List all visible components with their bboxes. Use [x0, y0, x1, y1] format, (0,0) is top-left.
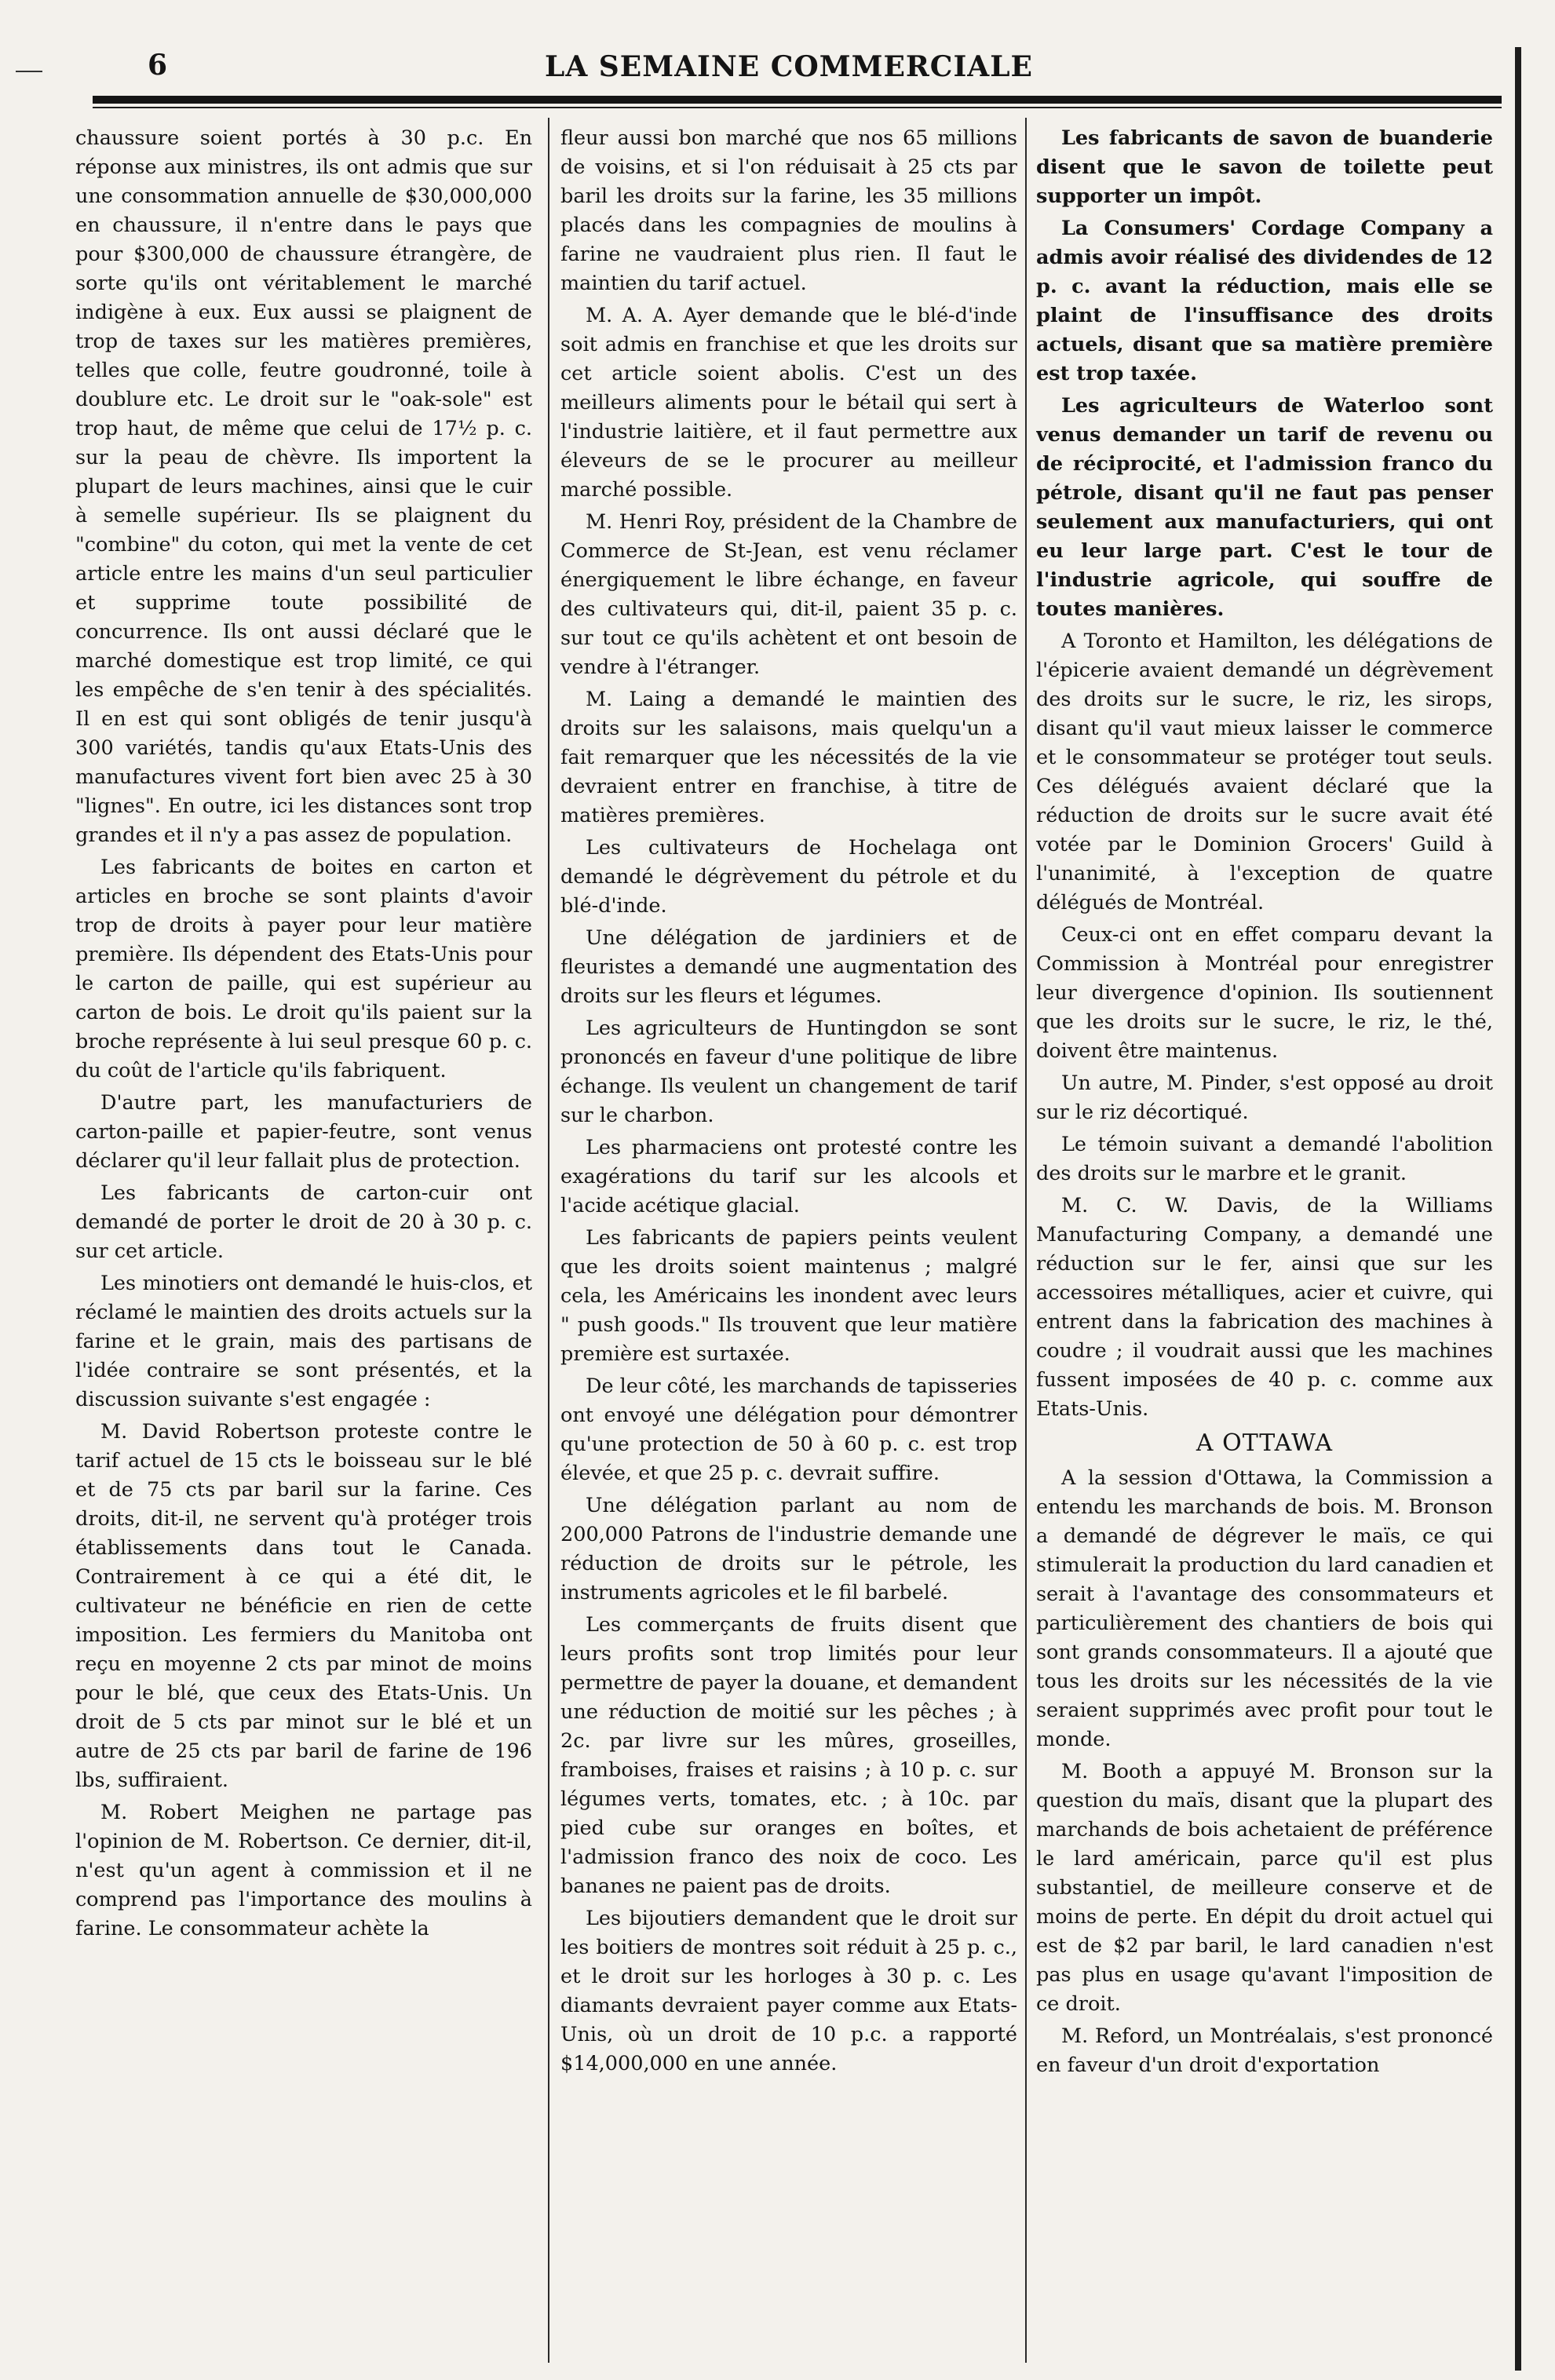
article-paragraph: D'autre part, les manufacturiers de carton-paille et papier-feutre, sont venus déclarer qu'il leur fallait plus de protection.	[75, 1091, 532, 1173]
article-paragraph: Les fabricants de savon de buanderie disent que le savon de toilette peut supporter un impôt.	[1036, 126, 1493, 208]
article-paragraph: chaussure soient portés à 30 p.c. En réponse aux ministres, ils ont admis que sur une consommation annuelle de $30,000,000 en chaussure, il n'entre dans le pays que pour $300,000 de chaussure étrangère, de sorte qu'ils ont véritablement le marché indigène à eux. Eux aussi se plaignent de trop de taxes sur les matières premières, telles que colle, feutre goudronné, toile à doublure etc. Le droit sur le "oak-sole" est trop haut, de même que celui de 17½ p. c. sur la peau de chèvre. Ils importent la plupart de leurs machines, ainsi que le cuir à semelle supérieur. Ils se plaignent du "combine" du coton, qui met la vente de cet article entre les mains d'un seul particulier et supprime toute possibilité de concurrence. Ils ont aussi déclaré que le marché domestique est trop limité, ce qui les empêche de s'en tenir à des spécialités. Il en est qui sont obligés de tenir jusqu'à 300 variétés, tandis qu'aux Etats-Unis des manufactures vivent fort bien avec 25 à 30 "lignes". En outre, ici les distances sont trop grandes et il n'y a pas assez de population.	[75, 126, 532, 847]
article-paragraph: A Toronto et Hamilton, les délégations de l'épicerie avaient demandé un dégrèvement des droits sur le sucre, le riz, les sirops, disant qu'il vaut mieux laisser le commerce et le consommateur se protéger tout seuls. Ces délégués avaient déclaré que la réduction de droits sur le sucre avait été votée par le Dominion Grocers' Guild à l'unanimité, à l'exception de quatre délégués de Montréal.	[1036, 630, 1493, 914]
article-paragraph: M. David Robertson proteste contre le tarif actuel de 15 cts le boisseau sur le blé et de 75 cts par baril sur la farine. Ces droits, dit-il, ne servent qu'à protéger trois établissements dans tout le Canada. Contrairement à ce qui a été dit, le cultivateur ne bénéficie en rien de cette imposition. Les fermiers du Manitoba ont reçu en moyenne 2 cts par minot de moins pour le blé, que ceux des Etats-Unis. Un droit de 5 cts par minot sur le blé et un autre de 25 cts par baril de farine de 196 lbs, suffiraient.	[75, 1420, 532, 1792]
article-paragraph: Les commerçants de fruits disent que leurs profits sont trop limités pour leur permettre de payer la douane, et demandent une réduction de moitié sur les pêches ; à 2c. par livre sur les mûres, groseilles, framboises, fraises et raisins ; à 10 p. c. sur légumes verts, tomates, etc. ; à 10c. par pied cube sur oranges en boîtes, et l'admission franco des noix de coco. Les bananes ne paient pas de droits.	[560, 1613, 1017, 1898]
article-paragraph: Ceux-ci ont en effet comparu devant la Commission à Montréal pour enregistrer leur divergence d'opinion. Ils soutiennent que les droits sur le sucre, le riz, le thé, doivent être maintenus.	[1036, 923, 1493, 1063]
article-paragraph: M. Robert Meighen ne partage pas l'opinion de M. Robertson. Ce dernier, dit-il, n'est qu'un agent à commission et il ne comprend pas l'importance des moulins à farine. Le consommateur achète la	[75, 1801, 532, 1940]
section-heading: A OTTAWA	[1195, 1429, 1334, 1457]
article-paragraph: Les minotiers ont demandé le huis-clos, et réclamé le maintien des droits actuels sur la farine et le grain, mais des partisans de l'idée contraire se sont présentés, et la discussion suivante s'est engagée :	[75, 1272, 532, 1411]
article-paragraph: Une délégation de jardiniers et de fleuristes a demandé une augmentation des droits sur les fleurs et légumes.	[560, 926, 1017, 1008]
article-paragraph: Les cultivateurs de Hochelaga ont demandé le dégrèvement du pétrole et du blé-d'inde.	[560, 836, 1017, 918]
article-paragraph: M. Laing a demandé le maintien des droits sur les salaisons, mais quelqu'un a fait remarquer que les nécessités de la vie devraient entrer en franchise, à titre de matières premières.	[560, 688, 1017, 827]
article-paragraph: Une délégation parlant au nom de 200,000 Patrons de l'industrie demande une réduction de droits sur le pétrole, les instruments agricoles et le fil barbelé.	[560, 1494, 1017, 1604]
article-paragraph: La Consumers' Cordage Company a admis avoir réalisé des dividendes de 12 p. c. avant la réduction, mais elle se plaint de l'insuffisance des droits actuels, disant que sa matière première est trop taxée.	[1036, 217, 1493, 385]
page-number: 6	[148, 49, 168, 82]
article-paragraph: fleur aussi bon marché que nos 65 millions de voisins, et si l'on réduisait à 25 cts par baril les droits sur la farine, les 35 millions placés dans les compagnies de moulins à farine ne vaudraient plus rien. Il faut le maintien du tarif actuel.	[560, 126, 1017, 295]
article-paragraph: Un autre, M. Pinder, s'est opposé au droit sur le riz décortiqué.	[1036, 1071, 1493, 1124]
article-paragraph: Les agriculteurs de Huntingdon se sont prononcés en faveur d'une politique de libre échange. Ils veulent un changement de tarif sur le charbon.	[560, 1017, 1017, 1127]
article-paragraph: M. A. A. Ayer demande que le blé-d'inde soit admis en franchise et que les droits sur cet article soient abolis. C'est un des meilleurs aliments pour le bétail qui sert à l'industrie laitière, et il faut permettre aux éleveurs de se le procurer au meilleur marché possible.	[560, 304, 1017, 502]
article-paragraph: M. Booth a appuyé M. Bronson sur la question du maïs, disant que la plupart des marchands de bois achetaient de préférence le lard américain, parce qu'il est plus substantiel, de meilleure conserve et de moins de perte. En dépit du droit actuel qui est de $2 par baril, le lard canadien n'est pas plus en usage qu'avant l'imposition de ce droit.	[1036, 1760, 1493, 2016]
article-paragraph: Les pharmaciens ont protesté contre les exagérations du tarif sur les alcools et l'acide acétique glacial.	[560, 1136, 1017, 1217]
running-title: LA SEMAINE COMMERCIALE	[545, 50, 1033, 83]
header-rule	[93, 96, 1502, 104]
article-paragraph: Les fabricants de boites en carton et articles en broche se sont plaints d'avoir trop de droits à payer pour leur matière première. Ils dépendent des Etats-Unis pour le carton de paille, qui est supérieur au carton de bois. Le droit qu'ils paient sur la broche représente à lui seul presque 60 p. c. du coût de l'article qu'ils fabriquent.	[75, 856, 532, 1082]
article-paragraph: M. Reford, un Montréalais, s'est prononcé en faveur d'un droit d'exportation	[1036, 2024, 1493, 2077]
article-paragraph: Les bijoutiers demandent que le droit sur les boitiers de montres soit réduit à 25 p. c., et le droit sur les horloges à 30 p. c. Les diamants devraient payer comme aux Etats-Unis, où un droit de 10 p.c. a rapporté $14,000,000 en une année.	[560, 1907, 1017, 2075]
column-3	[1036, 124, 1493, 2361]
page-edge-rule	[1515, 47, 1521, 2371]
scan-margin-mark	[16, 71, 42, 72]
article-paragraph: A la session d'Ottawa, la Commission a entendu les marchands de bois. M. Bronson a demandé de dégrever le maïs, ce qui stimulerait la production du lard canadien et serait à l'avantage des consommateurs et particulièrement des chantiers de bois qui sont grands consommateurs. Il a ajouté que tous les droits sur les nécessités de la vie seraient supprimés avec profit pour tout le monde.	[1036, 1466, 1493, 1751]
article-paragraph: De leur côté, les marchands de tapisseries ont envoyé une délégation pour démontrer qu'une protection de 50 à 60 p. c. est trop élevée, et que 25 p. c. devrait suffire.	[560, 1374, 1017, 1485]
masthead	[78, 49, 1499, 96]
column-2	[560, 124, 1017, 2361]
article-paragraph: Le témoin suivant a demandé l'abolition des droits sur le marbre et le granit.	[1036, 1133, 1493, 1185]
column-divider	[548, 118, 549, 2363]
article-paragraph: M. C. W. Davis, de la Williams Manufacturing Company, a demandé une réduction sur le fer, ainsi que sur les accessoires métalliques, acier et cuivre, qui entrent dans la fabrication des machines à coudre ; il voudrait aussi que les machines fussent imposées de 40 p. c. comme aux Etats-Unis.	[1036, 1194, 1493, 1421]
column-divider	[1025, 118, 1027, 2363]
article-paragraph: Les fabricants de papiers peints veulent que les droits soient maintenus ; malgré cela, les Américains les inondent avec leurs " push goods." Ils trouvent que leur matière première est surtaxée.	[560, 1226, 1017, 1366]
article-paragraph: Les fabricants de carton-cuir ont demandé de porter le droit de 20 à 30 p. c. sur cet article.	[75, 1181, 532, 1263]
column-1	[75, 124, 532, 2361]
header-rule-thin	[93, 107, 1502, 108]
article-paragraph: Les agriculteurs de Waterloo sont venus demander un tarif de revenu ou de réciprocité, et l'admission franco du pétrole, disant qu'il ne faut pas penser seulement aux manufacturiers, qui ont eu leur large part. C'est le tour de l'industrie agricole, qui souffre de toutes manières.	[1036, 394, 1493, 621]
article-paragraph: M. Henri Roy, président de la Chambre de Commerce de St-Jean, est venu réclamer énergiquement le libre échange, en faveur des cultivateurs qui, dit-il, paient 35 p. c. sur tout ce qu'ils achètent et ont besoin de vendre à l'étranger.	[560, 510, 1017, 679]
